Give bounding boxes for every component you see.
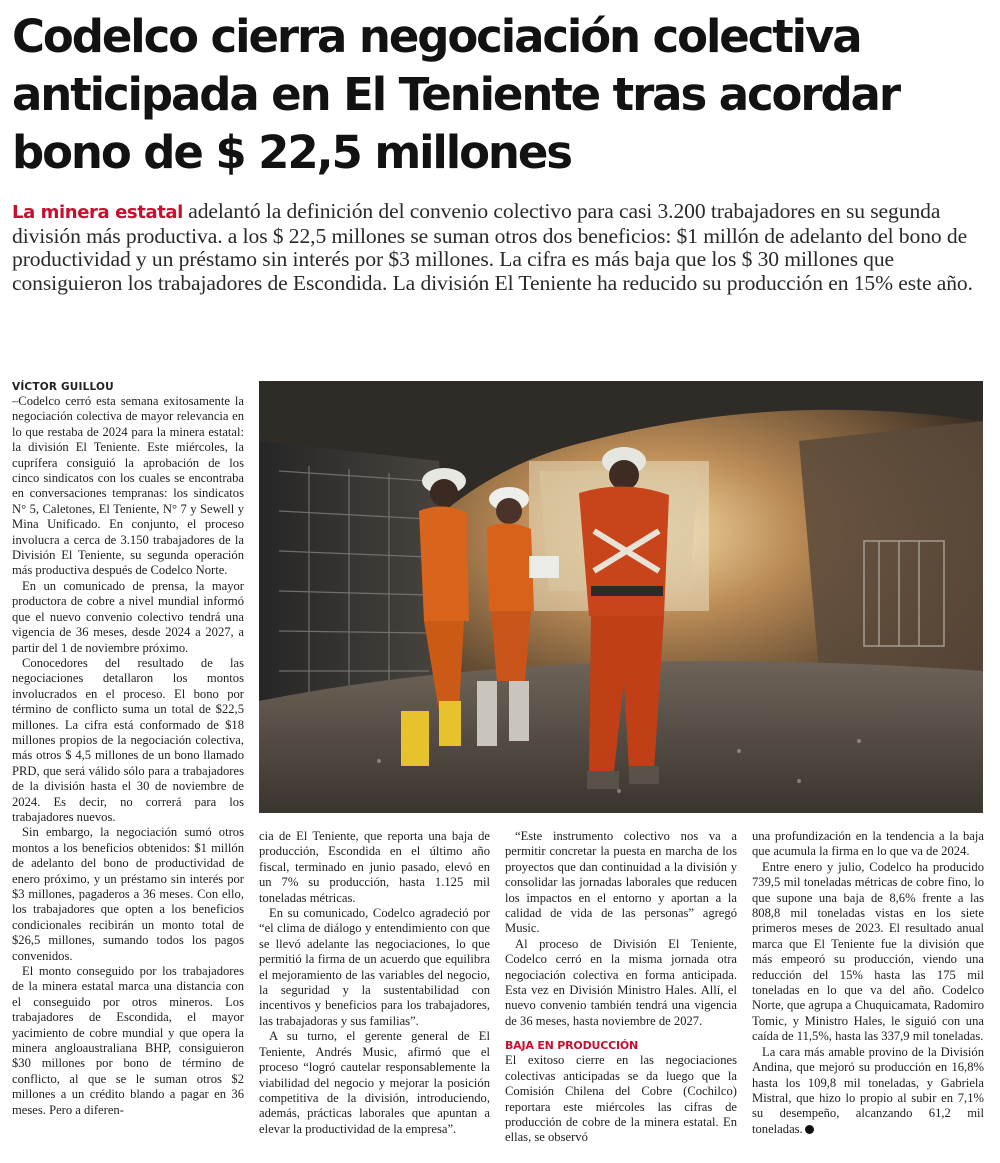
paragraph	[752, 1045, 984, 1137]
paragraph: cia de El Teniente, que reporta una baja de producción, Escondida en el último año fiscal, terminado en junio pasado, elevó en un 7% su producción, hasta 1.125 mil toneladas métricas.	[259, 829, 490, 905]
lead-text: adelantó la definición del convenio colectivo para casi 3.200 trabajadores en su segunda división más productiva. a los $ 22,5 millones se suman otros dos beneficios: $1 millón de adelanto del bono de productividad y un préstamo sin interés por $3 millones. La cifra es más baja que los $ 30 millones que consiguieron los trabajadores de Escondida. La división El Teniente ha reducido su producción en 15% este año.	[12, 199, 973, 295]
paragraph: Conocedores del resultado de las negociaciones detallaron los montos involucrados en el proceso. El bono por término de conflicto suma un total de $22,5 millones. La cifra está conformado de $18 millones propios de la negociación colectiva, más otros $ 4,5 millones de un bono llamado PRD, que será válido sólo para a trabajadores de la división hasta el 30 de noviembre de 2024. Es decir, no correrá para los trabajadores nuevos.	[12, 655, 244, 824]
paragraph: El exitoso cierre en las negociaciones colectivas anticipadas se da luego que la Comisión Chilena del Cobre (Cochilco) reportara este miércoles las cifras de producción de cobre de la minera estatal. En ellas, se observó	[505, 1053, 737, 1145]
byline: VÍCTOR GUILLOU	[12, 381, 114, 393]
column-2	[259, 829, 490, 1137]
paragraph-text: La cara más amable provino de la División Andina, que mejoró su producción en 16,8% hasta los 109,8 mil toneladas, y Gabriela Mistral, que hizo lo propio al subir en 7,1% su desempeño, alcanzando 61,2 mil toneladas.	[752, 1044, 984, 1136]
miners-photo	[259, 381, 983, 813]
column-4	[752, 829, 984, 1137]
paragraph: –Codelco cerró esta semana exitosamente la negociación colectiva de mayor relevancia en lo que restaba de 2024 para la minera estatal: la división El Teniente. Este miércoles, la cuprífera consiguió la aprobación de los cinco sindicatos con los cuales se encontraba en conversaciones tempranas: los sindicatos N° 5, Caletones, El Teniente, N° 7 y Sewell y Mina Unificado. En conjunto, el proceso involucra a cerca de 3.150 trabajadores de la División El Teniente, su segunda operación más productiva después de Codelco Norte.	[12, 394, 244, 578]
paragraph: una profundización en la tendencia a la baja que acumula la firma en lo que va de 2024.	[752, 829, 984, 859]
miners-photo-illustration	[259, 381, 983, 813]
column-3	[505, 829, 737, 1146]
end-of-article-icon	[805, 1125, 814, 1134]
column-1	[12, 394, 244, 1118]
paragraph: El monto conseguido por los trabajadores de la minera estatal marca una distancia con el conseguido por otros mineros. Los trabajadores de Escondida, el mayor yacimiento de cobre mundial y que opera la minera angloaustraliana BHP, consiguieron $30 millones por bono de término de conflicto, al que se le suman otros $2 millones a un crédito blando a pagar en 36 meses. Pero a diferen-	[12, 964, 244, 1117]
paragraph: En su comunicado, Codelco agradeció por “el clima de diálogo y entendimiento con que se llevó adelante las negociaciones, lo que permitió la firma de un acuerdo que equilibra el mejoramiento de las variables del negocio, la seguridad y la sustentabilidad con incentivos y beneficios para los trabajadores, las trabajadoras y sus familias”.	[259, 906, 490, 1028]
section-subhead: BAJA EN PRODUCCIÓN	[505, 1039, 639, 1053]
paragraph: A su turno, el gerente general de El Teniente, Andrés Music, afirmó que el proceso “logró cautelar responsablemente la viabilidad del negocio y mejorar la posición competitiva de la división, introduciendo, además, prácticas laborales que apuntan a elevar la productividad de la empresa”.	[259, 1029, 490, 1136]
lead-paragraph	[12, 200, 980, 295]
lead-kicker: La minera estatal	[12, 202, 183, 223]
paragraph: Sin embargo, la negociación sumó otros montos a los beneficios obtenidos: $1 millón de adelanto del bono de productividad de enero próximo, y un préstamo sin interés por $3 millones, pagaderos a 36 meses. Con ello, los trabajadores que opten a los beneficios condicionales recibirán un monto total de $26,5 millones, sumando todos los pagos convenidos.	[12, 825, 244, 963]
paragraph: Entre enero y julio, Codelco ha producido 739,5 mil toneladas métricas de cobre fino, lo que supone una baja de 8,6% frente a las 808,8 mil toneladas vistas en los siete primeros meses de 2023. El resultado anual marca que El Teniente fue la división que más empeoró su producción, viendo una reducción del 15% hasta las 175 mil toneladas en lo que va del año. Codelco Norte, que agrupa a Chuquicamata, Radomiro Tomic, y Ministro Hales, le siguió con una caída de 11,5%, hasta las 337,9 mil toneladas.	[752, 859, 984, 1044]
paragraph: Al proceso de División El Teniente, Codelco cerró en la misma jornada otra negociación colectiva en forma anticipada. Esta vez en División Ministro Hales. Allí, el nuevo convenio también tendrá una vigencia de 36 meses, hasta noviembre de 2027.	[505, 936, 737, 1028]
paragraph: “Este instrumento colectivo nos va a permitir concretar la puesta en marcha de los proyectos que dan continuidad a la división y consolidar las jornadas laborales que reducen los impactos en el entorno y aportan a la calidad de vida de las personas” agregó Music.	[505, 829, 737, 936]
headline: Codelco cierra negociación colectiva anticipada en El Teniente tras acordar bono de $ 22,5 millones	[12, 10, 899, 179]
paragraph: En un comunicado de prensa, la mayor productora de cobre a nivel mundial informó que el nuevo convenio colectivo tendrá una vigencia de 36 meses, desde 2024 a 2027, a partir del 1 de noviembre próximo.	[12, 578, 244, 655]
